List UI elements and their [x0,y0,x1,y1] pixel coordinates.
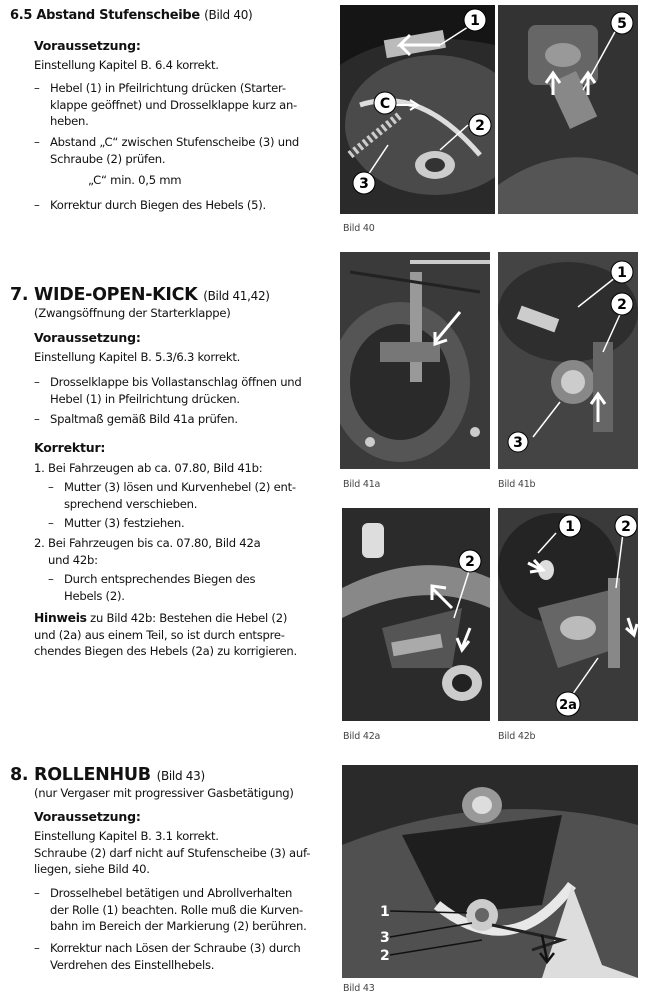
voraussetzung-text [34,828,324,878]
section-figure-ref: (Bild 40) [204,8,253,22]
callout-3: 3 [513,435,523,451]
section-7-heading [10,285,270,305]
section-number: 8. [10,765,29,785]
section-subtitle: (Zwangsöffnung der Starterklappe) [34,306,231,320]
list-item [34,374,319,407]
dash-bullet: – [48,516,54,530]
list-item-line: 2. Bei Fahrzeugen bis ca. 07.80, Bild 42a [34,536,261,550]
section-title: Abstand Stufenscheibe [36,8,200,23]
list-item-line: Hebel (1) in Pfeilrichtung drücken. [50,391,240,406]
section-number: 6.5 [10,8,33,23]
callout-2a: 2a [559,698,577,713]
list-item-line: Verdrehen des Einstellhebels. [50,957,215,972]
text-line: liegen, siehe Bild 40. [34,862,150,876]
list-item-line: Hebels (2). [64,588,125,603]
section-6-5-heading [10,8,252,23]
list-item-line: Korrektur durch Biegen des Hebels (5). [50,198,266,212]
caption-bild-41a: Bild 41a [343,479,381,490]
list-item-line: klappe geöffnet) und Drosselklappe kurz an- [50,97,297,112]
list-item-line: der Rolle (1) beachten. Rolle muß die Kurven- [50,902,303,917]
list-item [34,940,324,973]
dash-bullet: – [34,81,40,95]
list-item [48,479,318,512]
list-item-line: Drosselhebel betätigen und Abrollverhalten [50,886,293,900]
section-figure-ref: (Bild 41,42) [203,289,270,303]
photo-bild-43 [342,765,638,978]
list-item-line: Drosselklappe bis Vollastanschlag öffnen und [50,375,302,389]
dash-bullet: – [34,198,40,212]
callout-1: 1 [565,519,575,535]
list-item-line: Korrektur nach Lösen der Schraube (3) durch [50,941,301,955]
hinweis-line: und (2a) aus einem Teil, so ist durch entspre- [34,627,285,642]
callout-c: C [379,96,391,112]
photo-bild-42b [498,508,638,721]
list-item-line: Abstand „C“ zwischen Stufenscheibe (3) und [50,135,300,149]
list-item [34,134,314,167]
dash-bullet: – [34,412,40,426]
dash-bullet: – [48,572,54,586]
section-figure-ref: (Bild 43) [156,769,205,783]
list-item-line: heben. [50,114,89,128]
callout-2: 2 [380,948,390,964]
section-8-heading [10,765,205,785]
hinweis-line: zu Bild 42b: Bestehen die Hebel (2) [86,611,288,625]
caption-bild-40: Bild 40 [343,223,375,234]
section-title: WIDE-OPEN-KICK [34,285,198,305]
voraussetzung-label: Voraussetzung: [34,809,141,824]
korrektur-step-1: 1. Bei Fahrzeugen ab ca. 07.80, Bild 41b: [34,461,263,475]
hinweis-line: chendes Biegen des Hebels (2a) zu korrigieren. [34,644,297,658]
dash-bullet: – [34,375,40,389]
callout-2: 2 [465,554,475,570]
photo-bild-40-right [498,5,638,214]
callout-3: 3 [380,930,390,946]
list-item-line: Schraube (2) prüfen. [50,151,166,166]
list-item-line: Durch entsprechendes Biegen des [64,572,256,586]
callout-2: 2 [621,519,631,535]
dash-bullet: – [34,886,40,900]
callout-5: 5 [617,16,627,32]
caption-bild-42a: Bild 42a [343,731,381,742]
list-item [34,411,319,428]
list-item-line: Spaltmaß gemäß Bild 41a prüfen. [50,412,238,426]
hinweis-label: Hinweis [34,611,87,625]
callout-1: 1 [470,13,480,29]
spec-value: „C“ min. 0,5 mm [88,173,182,187]
list-item [34,80,314,130]
callout-1: 1 [617,265,627,281]
list-item [34,197,314,214]
dash-bullet: – [34,135,40,149]
text-line: Einstellung Kapitel B. 3.1 korrekt. [34,829,219,843]
callout-1: 1 [380,904,390,920]
caption-bild-42b: Bild 42b [498,731,536,742]
section-title: ROLLENHUB [34,765,151,785]
callout-2: 2 [617,297,627,313]
korrektur-step-2 [34,535,260,568]
korrektur-label: Korrektur: [34,440,106,455]
list-item-line: und 42b: [48,552,98,567]
hinweis-note [34,610,324,660]
callout-3: 3 [359,176,369,192]
voraussetzung-label: Voraussetzung: [34,330,141,345]
photo-bild-41b [498,252,638,469]
photo-bild-40-left [340,5,495,214]
dash-bullet: – [48,480,54,494]
list-item-line: sprechend verschieben. [64,496,198,511]
caption-bild-41b: Bild 41b [498,479,536,490]
voraussetzung-text: Einstellung Kapitel B. 5.3/6.3 korrekt. [34,350,241,364]
list-item-line: Hebel (1) in Pfeilrichtung drücken (Starter- [50,81,286,95]
photo-bild-41a [340,252,490,469]
list-item-line: Mutter (3) festziehen. [64,516,185,530]
list-item [48,515,318,532]
photo-bild-42a [342,508,490,721]
callout-2: 2 [475,118,485,134]
section-number: 7. [10,285,29,305]
text-line: Schraube (2) darf nicht auf Stufenscheibe (3) auf- [34,845,311,860]
list-item-line: bahn im Bereich der Markierung (2) berühren. [50,919,307,933]
dash-bullet: – [34,941,40,955]
caption-bild-43: Bild 43 [343,983,375,994]
list-item [34,885,324,935]
voraussetzung-label: Voraussetzung: [34,38,141,53]
section-subtitle: (nur Vergaser mit progressiver Gasbetätigung) [34,786,294,800]
voraussetzung-text: Einstellung Kapitel B. 6.4 korrekt. [34,58,219,72]
list-item [48,571,318,604]
list-item-line: Mutter (3) lösen und Kurvenhebel (2) ent- [64,480,296,494]
